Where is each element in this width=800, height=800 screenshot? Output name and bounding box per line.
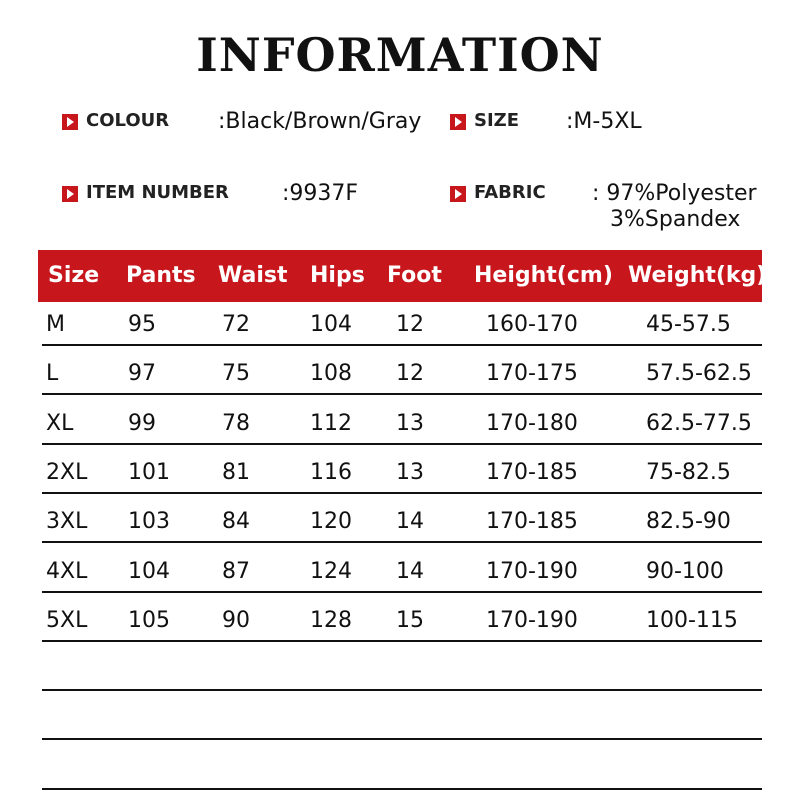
row-divider: [42, 443, 762, 445]
header-foot: Foot: [387, 263, 442, 288]
header-height: Height(cm): [474, 263, 613, 288]
cell-height: 170-190: [486, 607, 578, 633]
row-divider: [42, 640, 762, 642]
cell-size: L: [46, 361, 59, 387]
cell-waist: 84: [222, 509, 250, 535]
play-marker-icon: [62, 186, 78, 202]
size-label: SIZE: [474, 110, 520, 131]
cell-waist: 81: [222, 459, 250, 485]
cell-pants: 99: [128, 410, 156, 436]
cell-waist: 90: [222, 607, 250, 633]
cell-foot: 14: [396, 558, 424, 584]
cell-hips: 120: [310, 509, 352, 535]
play-marker-icon: [450, 114, 466, 130]
row-divider: [42, 344, 762, 346]
cell-hips: 112: [310, 410, 352, 436]
item-number-label: ITEM NUMBER: [86, 182, 229, 203]
cell-weight: 82.5-90: [646, 509, 731, 535]
cell-hips: 104: [310, 312, 352, 337]
cell-height: 170-180: [486, 410, 578, 436]
header-waist: Waist: [218, 263, 288, 288]
cell-height: 170-185: [486, 459, 578, 485]
cell-size: M: [46, 312, 65, 337]
cell-height: 170-175: [486, 361, 578, 387]
cell-height: 170-190: [486, 558, 578, 584]
play-marker-icon: [450, 186, 466, 202]
row-divider: [42, 393, 762, 395]
colour-value: :Black/Brown/Gray: [218, 109, 422, 134]
cell-pants: 105: [128, 607, 170, 633]
row-divider: [42, 541, 762, 543]
cell-pants: 104: [128, 558, 170, 584]
item-number-value: :9937F: [282, 181, 359, 206]
page-title: INFORMATION: [196, 28, 604, 82]
cell-pants: 97: [128, 361, 156, 387]
cell-weight: 90-100: [646, 558, 724, 584]
cell-size: XL: [46, 410, 74, 436]
cell-weight: 62.5-77.5: [646, 410, 752, 436]
size-value: :M-5XL: [566, 109, 642, 134]
cell-pants: 101: [128, 459, 170, 485]
cell-height: 160-170: [486, 312, 578, 337]
cell-weight: 45-57.5: [646, 312, 731, 337]
cell-pants: 103: [128, 509, 170, 535]
row-divider: [42, 591, 762, 593]
cell-foot: 12: [396, 312, 424, 337]
cell-weight: 100-115: [646, 607, 738, 633]
row-divider: [42, 689, 762, 691]
cell-size: 3XL: [46, 509, 88, 535]
cell-waist: 87: [222, 558, 250, 584]
colour-label: COLOUR: [86, 110, 170, 131]
cell-hips: 124: [310, 558, 352, 584]
cell-foot: 12: [396, 361, 424, 387]
row-divider: [42, 738, 762, 740]
cell-size: 2XL: [46, 459, 88, 485]
header-weight: Weight(kg): [628, 263, 767, 288]
play-marker-icon: [62, 114, 78, 130]
cell-waist: 78: [222, 410, 250, 436]
cell-size: 4XL: [46, 558, 88, 584]
cell-pants: 95: [128, 312, 156, 337]
size-table-header: [38, 250, 767, 302]
header-size: Size: [48, 263, 100, 288]
cell-hips: 116: [310, 459, 352, 485]
cell-foot: 13: [396, 410, 424, 436]
cell-foot: 15: [396, 607, 424, 633]
cell-weight: 57.5-62.5: [646, 361, 752, 387]
cell-weight: 75-82.5: [646, 459, 731, 485]
cell-height: 170-185: [486, 509, 578, 535]
cell-foot: 13: [396, 459, 424, 485]
cell-hips: 128: [310, 607, 352, 633]
cell-waist: 72: [222, 312, 250, 337]
cell-foot: 14: [396, 509, 424, 535]
header-hips: Hips: [310, 263, 365, 288]
row-divider: [42, 492, 762, 494]
header-pants: Pants: [126, 263, 196, 288]
cell-size: 5XL: [46, 607, 88, 633]
fabric-value-line2: 3%Spandex: [610, 207, 741, 232]
fabric-label: FABRIC: [474, 182, 546, 203]
cell-hips: 108: [310, 361, 352, 387]
row-divider: [42, 788, 762, 790]
cell-waist: 75: [222, 361, 250, 387]
fabric-value-line1: : 97%Polyester: [592, 181, 757, 206]
